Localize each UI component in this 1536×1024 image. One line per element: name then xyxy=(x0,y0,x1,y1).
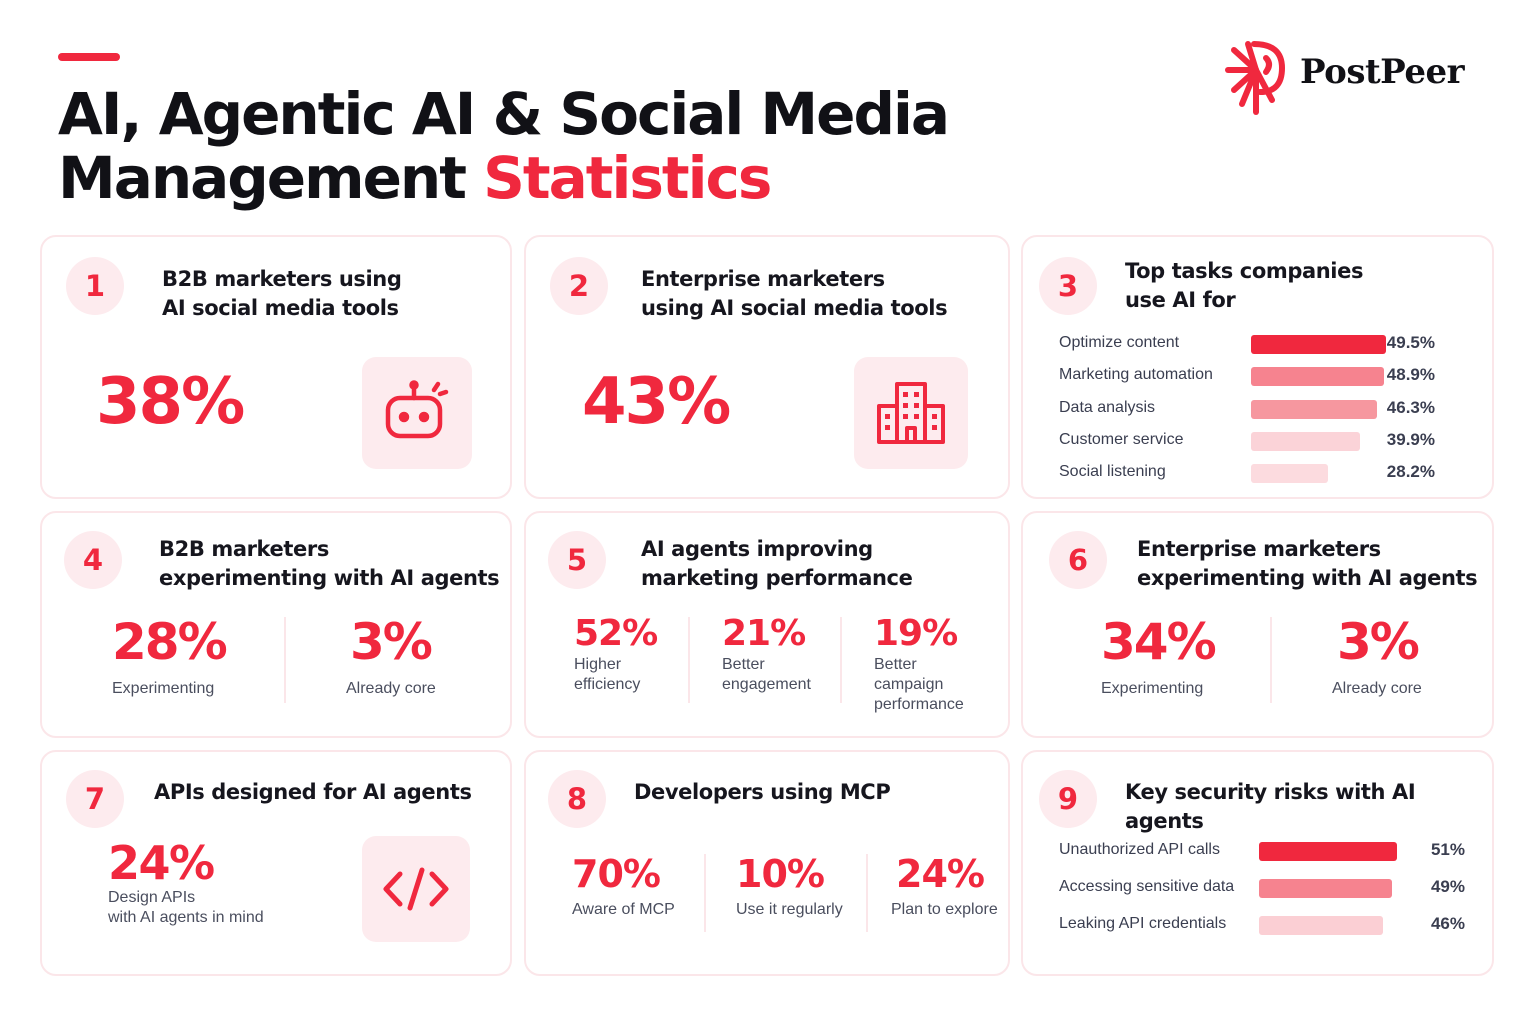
card-developers-mcp xyxy=(524,750,1010,976)
bar-value-label: 39.9% xyxy=(1386,429,1435,449)
card-top-tasks xyxy=(1021,235,1494,499)
card-number: 2 xyxy=(550,257,608,315)
stat-value: 70% xyxy=(572,852,660,896)
code-icon xyxy=(362,836,470,942)
bar-label: Unauthorized API calls xyxy=(1059,841,1220,858)
card-number: 3 xyxy=(1039,257,1097,315)
card-b2b-ai-tools xyxy=(40,235,512,499)
bar-value-label: 49.5% xyxy=(1386,333,1435,352)
bar-label: Leaking API credentials xyxy=(1059,915,1227,932)
stat-value: 43% xyxy=(582,365,730,439)
bar-label: Accessing sensitive data xyxy=(1059,878,1235,895)
card-title: APIs designed for AI agents xyxy=(154,780,472,804)
bar xyxy=(1251,432,1360,451)
divider xyxy=(840,617,842,703)
stat-label: Better engagement xyxy=(722,656,811,693)
bar-value-label: 46% xyxy=(1430,914,1465,933)
stat-value: 3% xyxy=(350,613,431,671)
page-title xyxy=(58,82,948,210)
postpeer-logo xyxy=(1220,38,1480,118)
card-title: Top tasks companies use AI for xyxy=(1125,259,1364,312)
divider xyxy=(704,854,706,932)
stat-label: Design APIs with AI agents in mind xyxy=(108,889,264,926)
title-line-2: Management xyxy=(58,144,465,212)
stat-value: 24% xyxy=(896,852,984,896)
card-title: Enterprise marketers using AI social media tools xyxy=(641,267,948,320)
stat-label: Experimenting xyxy=(1101,680,1204,697)
stat-label: Already core xyxy=(346,680,436,697)
card-agents-performance xyxy=(524,511,1010,738)
title-highlight: Statistics xyxy=(483,144,771,212)
logo-text: PostPeer xyxy=(1300,52,1465,92)
card-title: AI agents improving marketing performance xyxy=(641,537,913,590)
stat-label: Plan to explore xyxy=(891,901,998,918)
risks-bar-chart xyxy=(1059,835,1479,955)
building-icon xyxy=(854,357,968,469)
stat-value: 19% xyxy=(874,613,958,654)
divider xyxy=(1270,617,1272,703)
bar-row xyxy=(1059,425,1479,457)
card-number: 9 xyxy=(1039,770,1097,828)
card-number: 6 xyxy=(1049,531,1107,589)
bar-value-label: 28.2% xyxy=(1386,462,1435,482)
bar-value-label: 51% xyxy=(1430,840,1465,859)
card-enterprise-ai-tools xyxy=(524,235,1010,499)
card-number: 5 xyxy=(548,531,606,589)
bar xyxy=(1251,400,1377,419)
bar-value-label: 48.9% xyxy=(1386,365,1435,385)
stat-label: Experimenting xyxy=(112,680,215,697)
bar-row xyxy=(1059,872,1479,904)
tasks-bar-chart xyxy=(1059,328,1479,488)
bar-label: Marketing automation xyxy=(1059,366,1213,384)
card-enterprise-agents xyxy=(1021,511,1494,738)
bar-label: Social listening xyxy=(1059,463,1166,481)
divider xyxy=(688,617,690,703)
bar xyxy=(1259,842,1397,861)
stat-value: 21% xyxy=(722,613,806,654)
bar xyxy=(1259,879,1392,898)
stat-value: 28% xyxy=(112,613,226,671)
bar-row xyxy=(1059,909,1479,941)
card-title: Enterprise marketers experimenting with AI agents xyxy=(1137,537,1478,590)
stat-value: 34% xyxy=(1101,613,1215,671)
accent-bar xyxy=(58,53,120,61)
stat-label: Better campaign performance xyxy=(874,656,964,713)
card-title: B2B marketers using AI social media tools xyxy=(162,267,402,320)
divider xyxy=(866,854,868,932)
card-title: B2B marketers experimenting with AI agents xyxy=(159,537,500,590)
card-b2b-agents xyxy=(40,511,512,738)
card-title: Developers using MCP xyxy=(634,780,891,804)
stat-value: 3% xyxy=(1337,613,1418,671)
stat-label: Higher efficiency xyxy=(574,656,641,693)
card-apis-for-agents xyxy=(40,750,512,976)
bar-value-label: 46.3% xyxy=(1386,397,1435,417)
bar-label: Optimize content xyxy=(1059,334,1180,351)
robot-icon xyxy=(362,357,472,469)
bar-row xyxy=(1059,360,1479,392)
stat-value: 24% xyxy=(108,836,214,890)
bar-row xyxy=(1059,328,1479,360)
bar-row xyxy=(1059,835,1479,867)
card-number: 7 xyxy=(66,770,124,828)
bar xyxy=(1251,464,1328,483)
stat-label: Use it regularly xyxy=(736,901,843,918)
bar xyxy=(1259,916,1383,935)
stat-value: 38% xyxy=(96,365,244,439)
card-title: Key security risks with AI agents xyxy=(1125,780,1416,833)
title-line-1: AI, Agentic AI & Social Media xyxy=(58,80,949,148)
bar-row xyxy=(1059,393,1479,425)
stat-value: 10% xyxy=(736,852,824,896)
bar-label: Data analysis xyxy=(1059,398,1156,416)
stat-value: 52% xyxy=(574,613,658,654)
bar-label: Customer service xyxy=(1059,430,1184,448)
postpeer-logo-mark xyxy=(1220,38,1292,118)
divider xyxy=(284,617,286,703)
bar-value-label: 49% xyxy=(1430,877,1465,896)
card-number: 1 xyxy=(66,257,124,315)
stat-label: Aware of MCP xyxy=(572,901,675,918)
stat-label: Already core xyxy=(1332,680,1422,697)
bar-row xyxy=(1059,457,1479,489)
card-security-risks xyxy=(1021,750,1494,976)
card-number: 4 xyxy=(64,531,122,589)
card-number: 8 xyxy=(548,770,606,828)
